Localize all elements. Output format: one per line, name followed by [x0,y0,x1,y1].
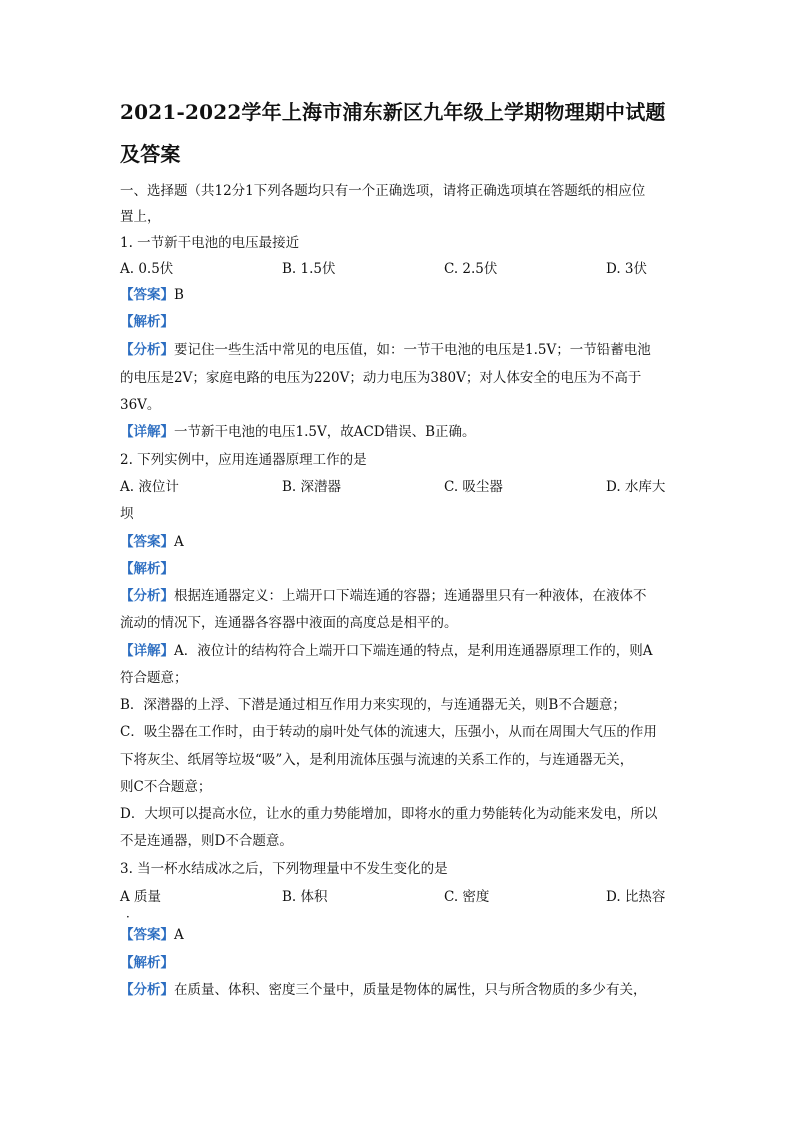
q2-analysis-heading [120,559,680,579]
q1-fenxi-line-2: 的电压是2V；家庭电路的电压为220V；动力电压为380V；对人体安全的电压为不高于 [120,370,642,386]
doc-title-line-1: 2021-2022学年上海市浦东新区九年级上学期物理期中试题 [120,100,666,124]
q2-options [120,477,680,497]
detail-label: 【详解】 [120,424,174,440]
q2-option-d: D. 水库大 [606,479,666,495]
q1-fenxi-text: 要记住一些生活中常见的电压值，如：一节干电池的电压是1.5V；一节铅蓄电池 [174,342,651,358]
q2-detail-line-7: D．大坝可以提高水位，让水的重力势能增加，即将水的重力势能转化为动能来发电，所以 [120,806,658,822]
section-heading-line-1: 一、选择题（共12分1下列各题均只有一个正确选项，请将正确选项填在答题纸的相应位 [120,183,646,199]
analysis-label: 【解析】 [120,561,174,577]
q2-answer-value: A [174,534,184,550]
q3-answer [120,925,680,945]
fenxi-label: 【分析】 [120,982,174,998]
q2-stem: 2. 下列实例中，应用连通器原理工作的是 [120,452,367,468]
answer-label: 【答案】 [120,287,174,303]
q1-analysis-heading [120,312,680,332]
q3-stem: 3. 当一杯水结成冰之后，下列物理量中不发生变化的是 [120,861,448,877]
fenxi-label: 【分析】 [120,588,174,604]
q3-fenxi-text: 在质量、体积、密度三个量中，质量是物体的属性，只与所含物质的多少有关， [174,982,647,998]
analysis-label: 【解析】 [120,955,174,971]
q2-detail-line-2: 符合题意； [120,670,188,686]
q1-detail-text: 一节新干电池的电压1.5V，故ACD错误、B正确。 [174,424,476,440]
fenxi-label: 【分析】 [120,342,174,358]
q2-detail-line-1 [120,641,680,661]
q2-detail-line-5: 下将灰尘、纸屑等垃圾“吸”入，是利用流体压强与流速的关系工作的，与连通器无关， [120,752,634,768]
section-heading-line-2: 置上， [120,209,161,225]
q2-option-wrap: 坝 [120,506,134,522]
q3-answer-value: A [174,927,184,943]
answer-label: 【答案】 [120,927,174,943]
q1-option-c: C. 2.5伏 [444,261,498,277]
q3-option-dot: ． [126,906,139,920]
q1-option-b: B. 1.5伏 [282,261,336,277]
doc-title-line-2: 及答案 [120,142,181,166]
q3-option-a: A 质量 [120,889,162,905]
q2-detail-line-3: B．深潜器的上浮、下潜是通过相互作用力来实现的，与连通器无关，则B不合题意； [120,697,626,713]
q2-fenxi-text: 根据连通器定义：上端开口下端连通的容器；连通器里只有一种液体，在液体不 [174,588,647,604]
q3-analysis-heading [120,953,680,973]
q2-detail-line-6: 则C不合题意； [120,779,212,795]
q1-option-a: A. 0.5伏 [120,261,174,277]
q1-fenxi-line-1 [120,340,680,360]
answer-label: 【答案】 [120,534,174,550]
q2-detail-line-4: C．吸尘器在工作时，由于转动的扇叶处气体的流速大，压强小，从而在周围大气压的作用 [120,724,657,740]
analysis-label: 【解析】 [120,314,174,330]
q3-fenxi-line-1 [120,980,680,1000]
q2-detail-line-8: 不是连通器，则D不合题意。 [120,833,293,849]
q1-fenxi-line-3: 36V。 [120,397,161,413]
q2-option-c: C. 吸尘器 [444,479,503,495]
q2-fenxi-line-1 [120,586,680,606]
q1-stem: 1. 一节新干电池的电压最接近 [120,235,300,251]
q1-answer-value: B [174,287,184,303]
q2-detail-text: A．液位计的结构符合上端开口下端连通的特点，是利用连通器原理工作的，则A [174,643,653,659]
q3-option-b: B. 体积 [282,889,328,905]
q2-fenxi-line-2: 流动的情况下，连通器各容器中液面的高度总是相平的。 [120,615,458,631]
q2-option-b: B. 深潜器 [282,479,342,495]
q1-option-d: D. 3伏 [606,261,648,277]
q1-detail [120,422,680,442]
q3-option-d: D. 比热容 [606,889,666,905]
q1-answer [120,285,680,305]
q2-option-a: A. 液位计 [120,479,179,495]
q3-option-c: C. 密度 [444,889,490,905]
q3-options [120,887,680,907]
q1-options [120,259,680,279]
q2-answer [120,532,680,552]
detail-label: 【详解】 [120,643,174,659]
